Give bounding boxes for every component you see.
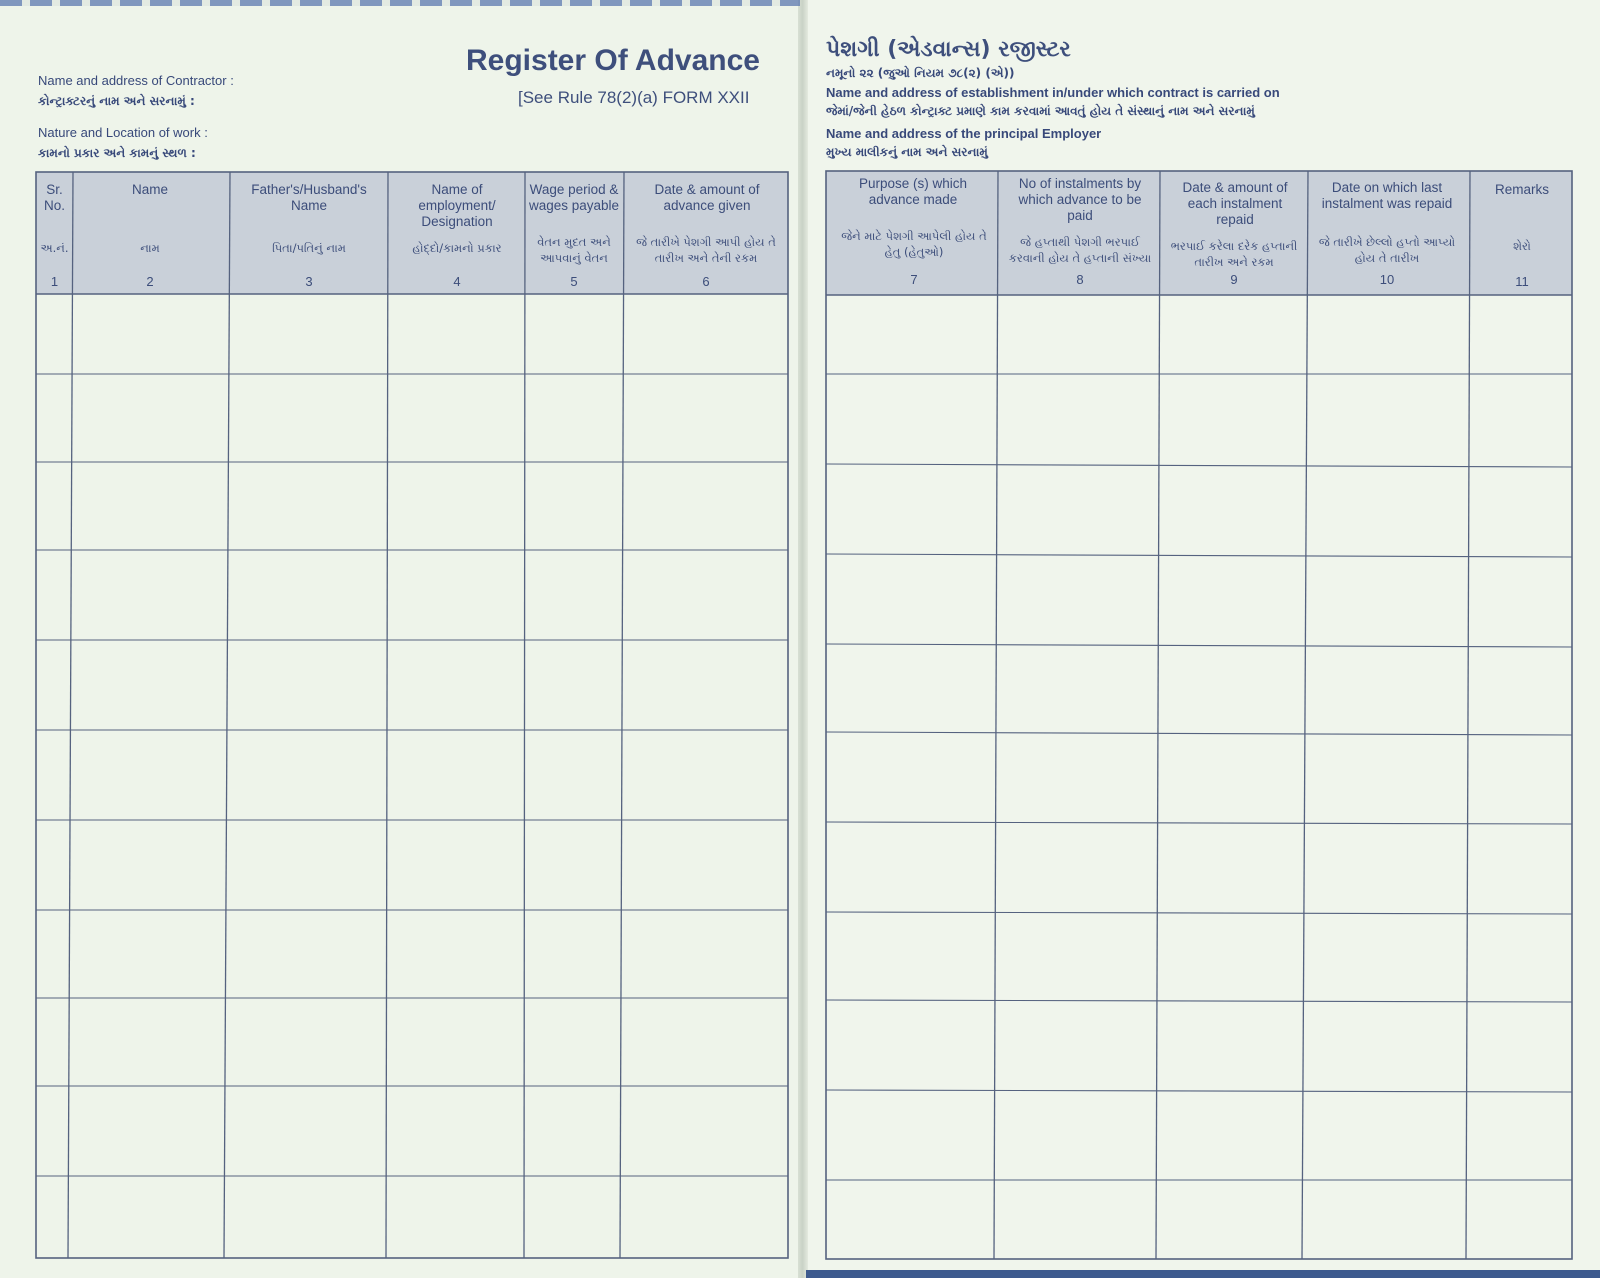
page-title: Register Of Advance — [466, 44, 760, 77]
row-divider — [826, 644, 1572, 647]
column-number: 4 — [453, 274, 461, 289]
form-rule-subtitle-gujarati: નમૂનો ૨૨ (જુઓ નિયમ ૭૮(૨) (એ)) — [826, 66, 1015, 80]
page-title-gujarati: પેશગી (એડવાન્સ) રજીસ્ટર — [826, 37, 1071, 62]
right-row-dividers — [826, 374, 1572, 1180]
contractor-label: Name and address of Contractor : — [38, 73, 234, 88]
employer-label: Name and address of the principal Employer — [826, 126, 1102, 141]
column-header-remarks-gujarati: શેરો — [1513, 239, 1531, 253]
establishment-label: Name and address of establishment in/under which contract is carried on — [826, 85, 1280, 100]
form-rule-subtitle: [See Rule 78(2)(a) FORM XXII — [518, 88, 750, 107]
column-header-wage-period-gujarati: વેતન મુદત અને આપવાનું વેતન — [537, 235, 611, 265]
column-number: 9 — [1230, 272, 1238, 287]
column-header-name: Name — [131, 182, 168, 197]
column-header-no-of-instalments-gujarati: જે હપ્તાથી પેશગી ભરપાઈ કરવાની હોય તે હપ્તાની સંખ્યા — [1008, 235, 1152, 265]
row-divider — [826, 1090, 1572, 1092]
right-column-dividers — [994, 171, 1470, 1259]
row-divider — [826, 912, 1572, 914]
row-divider — [826, 732, 1572, 735]
column-header-wage-period: Wage period & wages payable — [528, 182, 620, 213]
row-divider — [826, 1000, 1572, 1002]
column-number: 2 — [146, 274, 154, 289]
column-number: 3 — [305, 274, 313, 289]
column-header-father-husband-name-gujarati: પિતા/પતિનું નામ — [272, 241, 346, 255]
column-divider — [994, 171, 998, 1259]
column-header-father-husband-name: Father's/Husband's Name — [251, 182, 367, 213]
column-header-instalment-repaid-gujarati: ભરપાઈ કરેલા દરેક હપ્તાની તારીખ અને રકમ — [1170, 239, 1298, 269]
column-divider — [1302, 171, 1308, 1259]
column-header-advance-given-gujarati: જે તારીખે પેશગી આપી હોય તે તારીખ અને તેની રકમ — [636, 235, 776, 265]
column-number: 10 — [1379, 272, 1395, 287]
column-header-last-instalment-date-gujarati: જે તારીખે છેલ્લો હપ્તો આપ્યો હોય તે તારીખ — [1318, 235, 1456, 265]
column-header-sr-no-gujarati: અ.નં. — [40, 241, 69, 255]
column-number: 1 — [50, 274, 59, 289]
column-header-advance-given: Date & amount of advance given — [654, 182, 760, 213]
row-divider — [826, 822, 1572, 824]
right-table-border — [826, 171, 1572, 1259]
column-divider — [1156, 171, 1160, 1259]
column-header-last-instalment-date: Date on which last instalment was repaid — [1321, 180, 1453, 211]
contractor-label-gujarati: કોન્ટ્રાક્ટરનું નામ અને સરનામું : — [38, 94, 195, 108]
column-header-name-gujarati: નામ — [140, 241, 160, 255]
column-header-sr-no: Sr. No. — [43, 182, 65, 213]
column-number: 6 — [702, 274, 710, 289]
column-header-no-of-instalments: No of instalments by which advance to be paid — [1018, 176, 1142, 223]
column-header-instalment-repaid: Date & amount of each instalment repaid — [1182, 180, 1288, 227]
column-divider — [1466, 171, 1470, 1259]
column-number: 7 — [910, 272, 918, 287]
employer-label-gujarati: મુખ્ય માલીકનું નામ અને સરનામું — [826, 145, 988, 159]
column-number: 5 — [570, 274, 578, 289]
work-label: Nature and Location of work : — [38, 125, 208, 140]
column-header-purpose: Purpose (s) which advance made — [858, 176, 968, 207]
column-header-employment-designation-gujarati: હોદ્દો/કામનો પ્રકાર — [412, 241, 502, 255]
column-number: 8 — [1076, 272, 1084, 287]
work-label-gujarati: કામનો પ્રકાર અને કામનું સ્થળ : — [38, 146, 196, 160]
establishment-label-gujarati: જેમાં/જેની હેઠળ કોન્ટ્રાક્ટ પ્રમાણે કામ કરવામાં આવતું હોય તે સંસ્થાનું નામ અને સરનામું — [826, 104, 1255, 118]
column-header-purpose-gujarati: જેને માટે પેશગી આપેલી હોય તે હેતુ (હેતુઓ) — [841, 229, 987, 259]
column-header-remarks: Remarks — [1494, 182, 1549, 197]
column-header-employment-designation: Name of employment/ Designation — [418, 182, 496, 229]
row-divider — [826, 554, 1572, 557]
column-number: 11 — [1515, 274, 1529, 289]
row-divider — [826, 464, 1572, 467]
